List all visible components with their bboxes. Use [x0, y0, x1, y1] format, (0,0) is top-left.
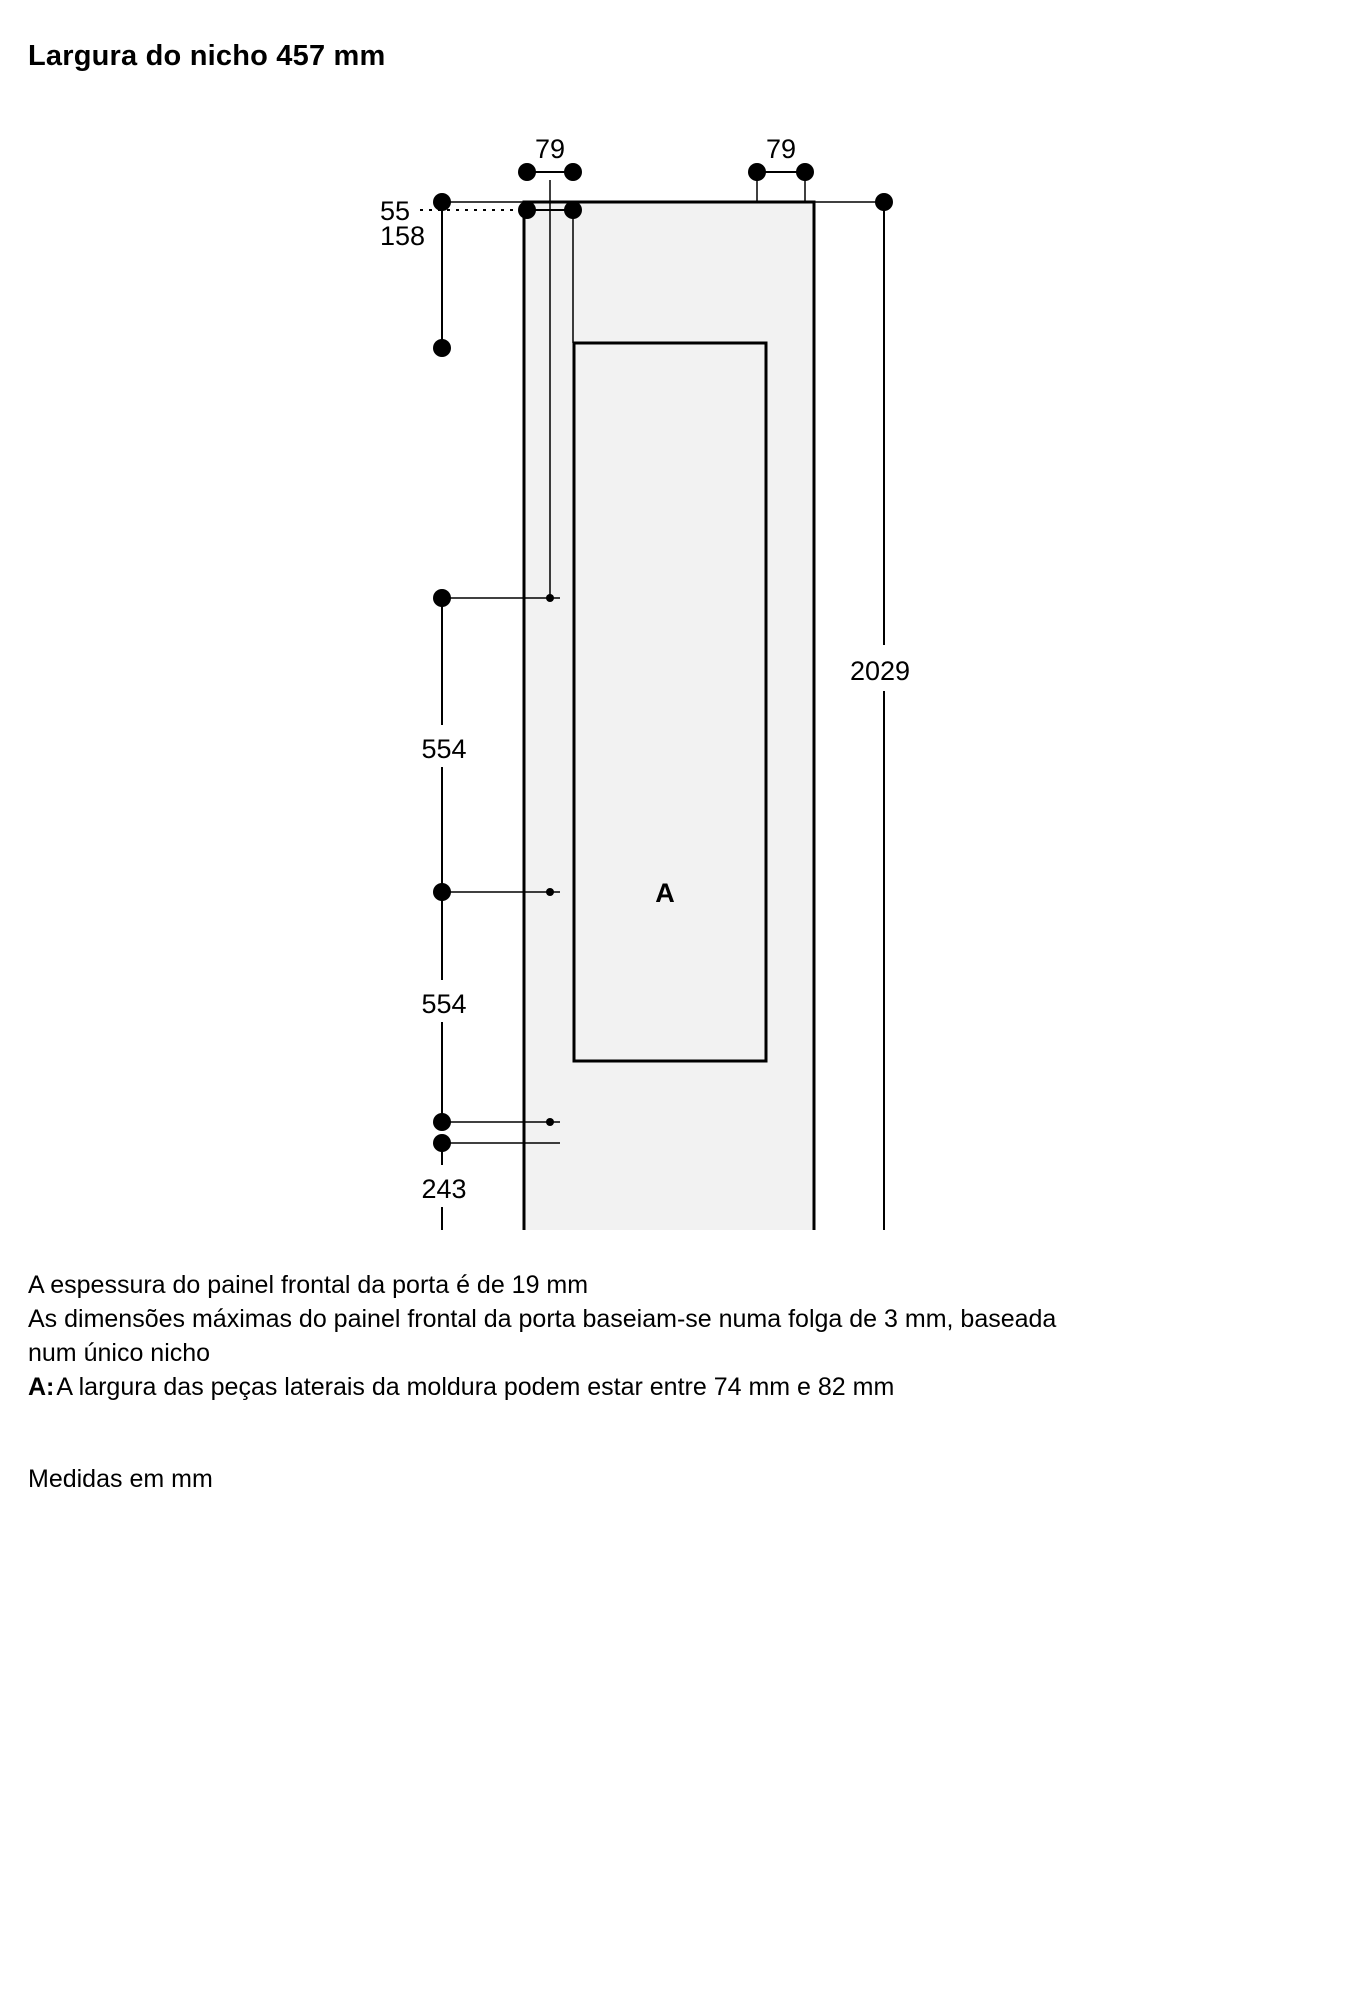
dim-endpoint: [518, 163, 536, 181]
note-a-tag: A:: [28, 1373, 55, 1401]
note-a: [28, 1370, 1078, 1404]
dim-endpoint: [433, 193, 451, 211]
fixing-hole-upper: [546, 594, 554, 602]
dim-endpoint: [748, 163, 766, 181]
panel-marker-a: A: [655, 878, 675, 908]
dim-label-55: 55: [379, 196, 410, 226]
note-a-text: A largura das peças laterais da moldura podem estar entre 74 mm e 82 mm: [56, 1373, 895, 1401]
units-note: Medidas em mm: [28, 1465, 213, 1493]
dim-endpoint: [433, 1113, 451, 1131]
fixing-hole-lower: [546, 1118, 554, 1126]
technical-drawing: [0, 80, 1366, 1230]
dim-endpoint: [433, 1134, 451, 1152]
page-title: Largura do nicho 457 mm: [28, 40, 386, 72]
dim-endpoint: [433, 589, 451, 607]
dim-label-top-right-79: 79: [765, 134, 797, 164]
fixing-hole-middle: [546, 888, 554, 896]
notes-block: [28, 1268, 1078, 1404]
note-max-dimensions: As dimensões máximas do painel frontal da porta baseiam-se numa folga de 3 mm, baseada num único nicho: [28, 1305, 1057, 1367]
dim-endpoint: [796, 163, 814, 181]
dim-label-158: 158: [379, 221, 425, 251]
drawing-svg: [0, 80, 1366, 1230]
dim-endpoint: [564, 201, 582, 219]
dim-label-243: 243: [421, 1174, 467, 1204]
dim-endpoint: [564, 163, 582, 181]
dim-endpoint: [433, 339, 451, 357]
dim-endpoint: [518, 201, 536, 219]
dim-label-top-left-79: 79: [534, 134, 566, 164]
dim-label-2029: 2029: [850, 656, 911, 686]
note-thickness: A espessura do painel frontal da porta é de 19 mm: [28, 1271, 589, 1299]
dim-label-554-lower: 554: [421, 989, 467, 1019]
dim-label-554-upper: 554: [421, 734, 467, 764]
dim-endpoint: [875, 193, 893, 211]
inner-frame-outline: [574, 343, 766, 1061]
